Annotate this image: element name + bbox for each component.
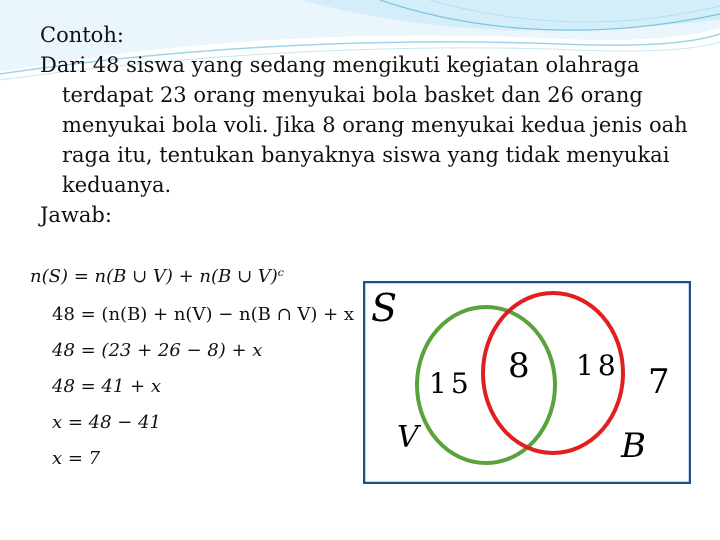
equation-line: x = 48 − 41 xyxy=(52,412,162,433)
equation-line: 48 = (n(B) + n(V) − n(B ∩ V) + x xyxy=(52,304,355,325)
venn-diagram xyxy=(363,281,691,484)
equation-line: 48 = (23 + 26 − 8) + x xyxy=(52,340,263,361)
heading: Contoh: xyxy=(40,23,124,47)
answer-label: Jawab: xyxy=(40,203,112,227)
equation-line: 48 = 41 + x xyxy=(52,376,162,397)
intersection-count: 8 xyxy=(508,346,530,386)
set-v-label: V xyxy=(397,420,419,455)
equation-line: n(S) = n(B ∪ V) + n(B ∪ V)ᶜ xyxy=(30,266,285,287)
slide-text-block xyxy=(40,20,700,230)
problem-statement: Dari 48 siswa yang sedang mengikuti kegiatan olahraga terdapat 23 orang menyukai bola basket dan 26 orang menyukai bola voli. Jika 8 orang menyukai kedua jenis oah raga itu, tentukan banyaknya siswa yang tidak menyukai keduanya. xyxy=(40,53,688,197)
equation-line: x = 7 xyxy=(52,448,101,469)
universe-label: S xyxy=(371,286,398,330)
only-v-count: 15 xyxy=(429,367,473,400)
set-b-label: B xyxy=(621,426,646,466)
outside-count: 7 xyxy=(648,362,670,402)
only-b-count: 18 xyxy=(576,349,620,382)
